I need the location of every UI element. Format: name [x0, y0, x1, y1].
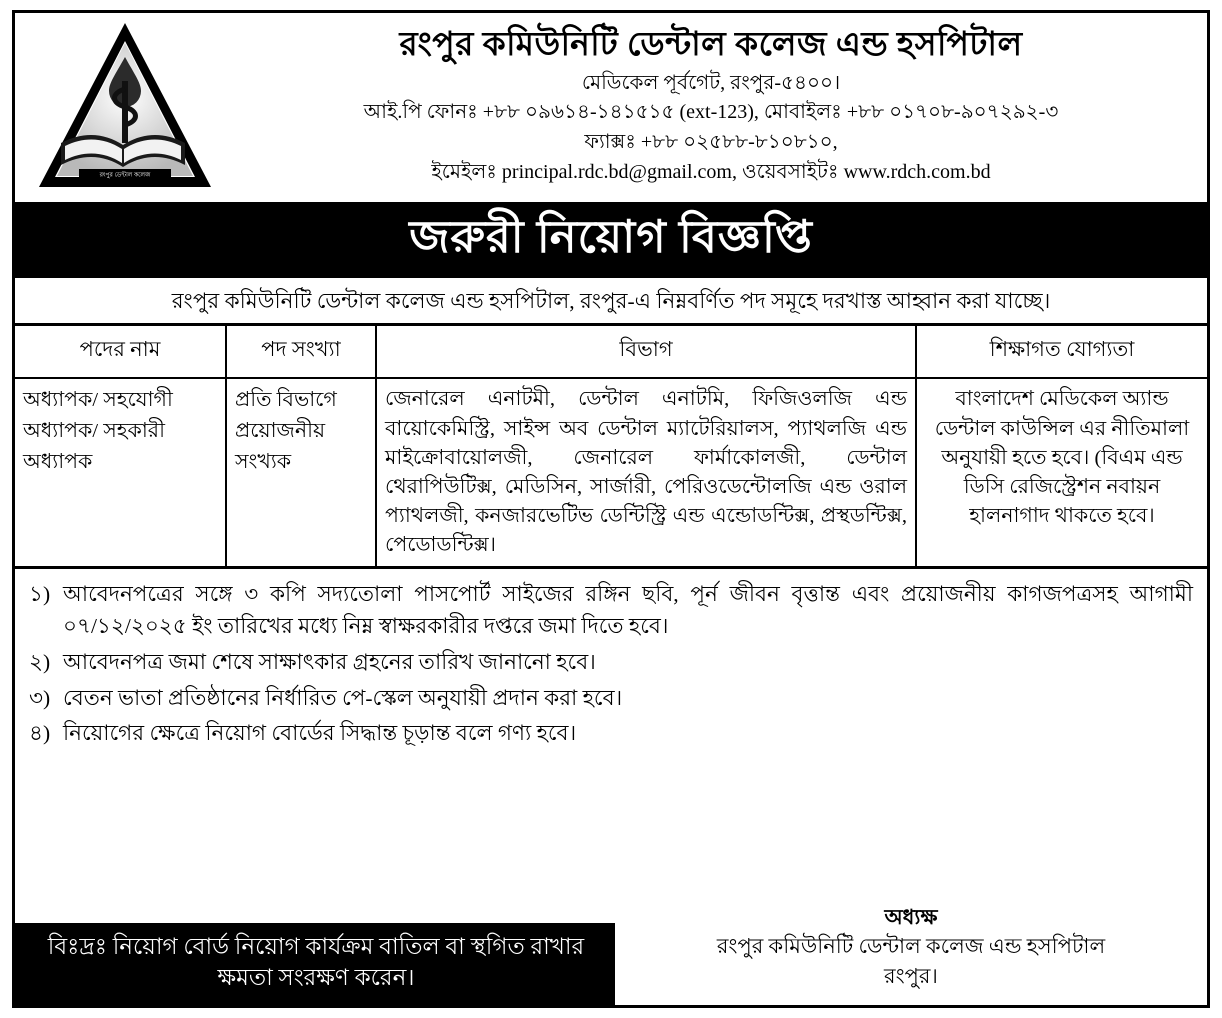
fax-line: ফ্যাক্সঃ +৮৮ ০২৫৮৮-৮১০৮১০, [584, 130, 838, 153]
notice-title: জরুরী নিয়োগ বিজ্ঞপ্তি [409, 212, 813, 262]
column-header-qualification: শিক্ষাগত যোগ্যতা [989, 337, 1135, 362]
logo-inner-caption-bn: রংপুর ডেন্টাল কলেজ [99, 172, 151, 179]
logo-caption: RANGPUR DENTAL COLLEGE [69, 180, 181, 187]
list-item-text: আবেদনপত্র জমা শেষে সাক্ষাৎকার গ্রহনের তারিখ জানানো হবে। [63, 649, 596, 674]
intro-paragraph: রংপুর কমিউনিটি ডেন্টাল কলেজ এন্ড হসপিটাল, রংপুর-এ নিম্নবর্ণিত পদ সমূহে দরখাস্ত আহ্বান করা যাচ্ছে। [171, 288, 1051, 313]
vacancy-table [15, 323, 1207, 569]
cell-qualification: বাংলাদেশ মেডিকেল অ্যান্ড ডেন্টাল কাউন্সিল এর নীতিমালা অনুযায়ী হতে হবে। (বিএম এন্ড ডিসি রেজিস্ট্রেশন নবায়ন হালনাগাদ থাকতে হবে। [934, 388, 1190, 527]
list-item-text: বেতন ভাতা প্রতিষ্ঠানের নির্ধারিত পে-স্কেল অনুযায়ী প্রদান করা হবে। [63, 685, 623, 710]
notice-footer [15, 903, 1207, 1005]
organization-address: মেডিকেল পূর্বগেট, রংপুর-৫৪০০। [581, 71, 841, 94]
list-item-text: আবেদনপত্রের সঙ্গে ৩ কপি সদ্যতোলা পাসপোর্ট সাইজের রঙ্গিন ছবি, পূর্ন জীবন বৃত্তান্ত এবং প্রয়োজনীয় কাগজপত্রসহ আগামী ০৭/১২/২০২৫ ইং তারিখের মধ্যে নিম্ন স্বাক্ষরকারীর দপ্তরে জমা দিতে হবে। [63, 582, 1193, 638]
column-header-post-count: পদ সংখ্যা [227, 326, 377, 377]
list-item [29, 647, 1193, 679]
footer-disclaimer: বিঃদ্রঃ নিয়োগ বোর্ড নিয়োগ কার্যক্রম বাতিল বা স্থগিত রাখার ক্ষমতা সংরক্ষণ করেন। [15, 923, 615, 1005]
signature-title: অধ্যক্ষ [884, 904, 938, 929]
letterhead [15, 13, 1207, 202]
list-item-number: ১) [29, 582, 51, 607]
cell-department: জেনারেল এনাটমী, ডেন্টাল এনাটমি, ফিজিওলজি এন্ড বায়োকেমিস্ট্রি, সাইন্স অব ডেন্টাল ম্যাটেরিয়ালস, প্যাথলজি এন্ড মাইক্রোবায়োলজী, জেনারেল ফার্মাকোলজী, ডেন্টাল থেরাপিউটিক্স, মেডিসিন, সার্জারী, পেরিওডেন্টোলজি এন্ড ওরাল প্যাথলজী, কনজারভেটিভ ডেন্টিস্ট্রি এন্ড এন্ডোডন্টিক্স, প্রস্থডন্টিক্স, পেডোডন্টিক্স। [377, 379, 917, 566]
column-header-post-name: পদের নাম [15, 326, 227, 377]
cell-post-name: অধ্যাপক/ সহযোগী অধ্যাপক/ সহকারী অধ্যাপক [15, 379, 227, 566]
list-item [29, 718, 1193, 750]
column-header-department: বিভাগ [377, 326, 917, 377]
logo-container [25, 19, 225, 194]
email-website-line: ইমেইলঃ principal.rdc.bd@gmail.com, ওয়েবসাইটঃ www.rdch.com.bd [431, 160, 991, 183]
phone-line: আই.পি ফোনঃ +৮৮ ০৯৬১৪-১৪১৫১৫ (ext-123), মোবাইলঃ +৮৮ ০১৭০৮-৯০৭২৯২-৩ [363, 100, 1059, 123]
notice-sheet [12, 10, 1210, 1008]
table-row [15, 379, 1207, 566]
list-item [29, 683, 1193, 715]
table-header-row [15, 326, 1207, 379]
signature-place: রংপুর। [884, 963, 938, 988]
letterhead-text [225, 19, 1197, 194]
list-item [29, 579, 1193, 643]
cell-post-count: প্রতি বিভাগে প্রয়োজনীয় সংখ্যক [227, 379, 377, 566]
organization-name: রংপুর কমিউনিটি ডেন্টাল কলেজ এন্ড হসপিটাল [399, 27, 1023, 63]
list-item-number: ২) [29, 649, 51, 674]
notice-title-bar [15, 202, 1207, 278]
list-item-text: নিয়োগের ক্ষেত্রে নিয়োগ বোর্ডের সিদ্ধান্ত চূড়ান্ত বলে গণ্য হবে। [63, 721, 577, 746]
list-item-number: ৪) [29, 721, 51, 746]
list-item-number: ৩) [29, 685, 51, 710]
conditions-list [15, 569, 1207, 758]
rangpur-dental-college-logo [35, 19, 215, 194]
signature-block [615, 903, 1207, 1005]
signature-organization: রংপুর কমিউনিটি ডেন্টাল কলেজ এন্ড হসপিটাল [716, 934, 1106, 959]
